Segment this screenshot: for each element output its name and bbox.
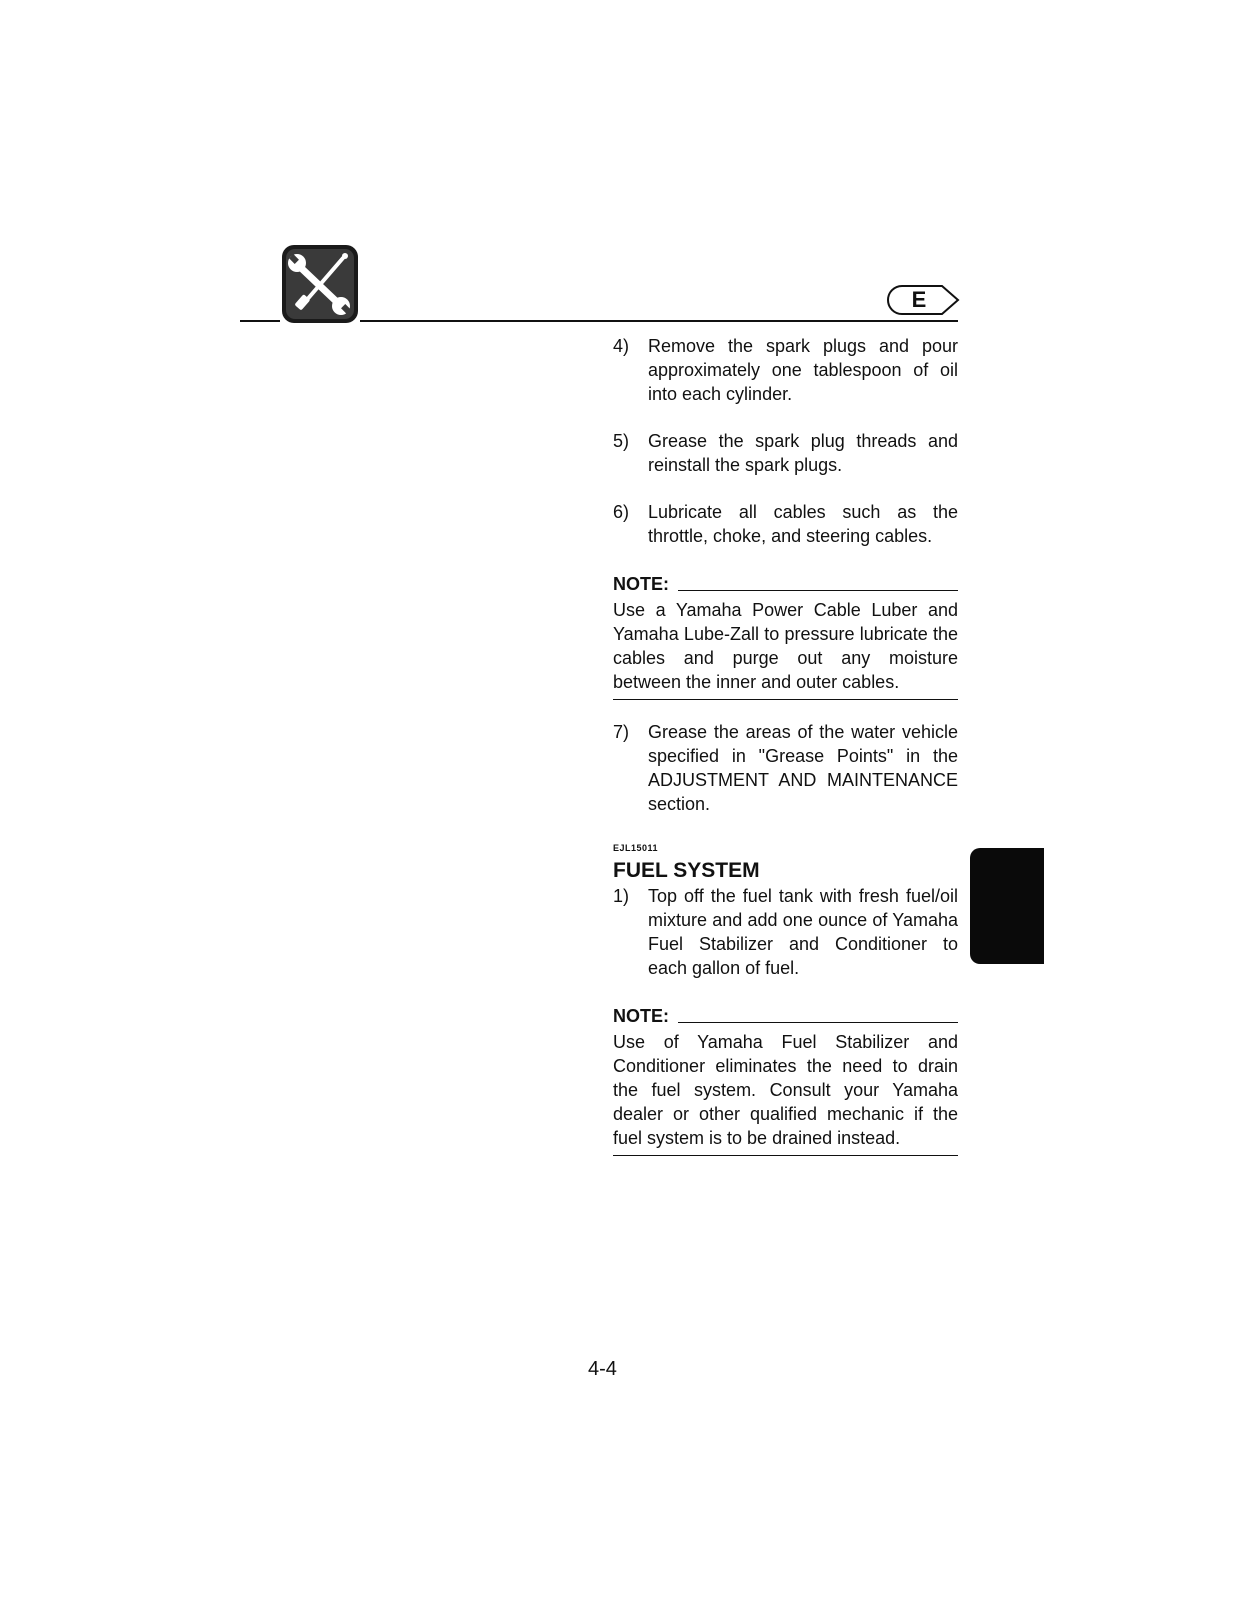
step-item bbox=[613, 429, 958, 477]
language-badge: E bbox=[911, 287, 927, 312]
tools-icon bbox=[281, 244, 359, 324]
step-number: 1) bbox=[613, 886, 630, 906]
step-number: 5) bbox=[613, 431, 630, 451]
step-number: 7) bbox=[613, 722, 630, 742]
step-item bbox=[613, 720, 958, 816]
note-end-rule bbox=[613, 1155, 958, 1156]
note-label: NOTE: bbox=[613, 574, 669, 594]
note-heading-rule bbox=[678, 1022, 958, 1023]
header-rule-left bbox=[240, 320, 280, 322]
chapter-tab bbox=[970, 848, 1044, 964]
note-body: Use a Yamaha Power Cable Luber and Yamaha Lube-Zall to pressure lubricate the cables and purge out any moisture between the inner and outer cables. bbox=[613, 600, 958, 692]
header-rule bbox=[360, 320, 958, 322]
step-item bbox=[613, 500, 958, 548]
step-text: Grease the spark plug threads and reinstall the spark plugs. bbox=[648, 431, 958, 475]
note-body: Use of Yamaha Fuel Stabilizer and Conditioner eliminates the need to drain the fuel system. Consult your Yamaha dealer or other qualified mechanic if the fuel system is to be drained instead. bbox=[613, 1032, 958, 1148]
note-heading bbox=[613, 1004, 958, 1028]
step-text: Remove the spark plugs and pour approximately one tablespoon of oil into each cylinder. bbox=[648, 336, 958, 404]
note-end-rule bbox=[613, 699, 958, 700]
note-heading-rule bbox=[678, 590, 958, 591]
step-number: 6) bbox=[613, 502, 630, 522]
note-heading bbox=[613, 572, 958, 596]
step-item bbox=[613, 334, 958, 406]
step-item bbox=[613, 884, 958, 980]
step-text: Lubricate all cables such as the throttle, choke, and steering cables. bbox=[648, 502, 958, 546]
step-text: Top off the fuel tank with fresh fuel/oil mixture and add one ounce of Yamaha Fuel Stabilizer and Conditioner to each gallon of fuel. bbox=[648, 886, 958, 978]
section-heading: FUEL SYSTEM bbox=[613, 859, 760, 882]
page-number: 4-4 bbox=[588, 1358, 617, 1380]
step-text: Grease the areas of the water vehicle specified in "Grease Points" in the ADJUSTMENT AND MAINTENANCE section. bbox=[648, 722, 958, 814]
note-label: NOTE: bbox=[613, 1006, 669, 1026]
document-code: EJL15011 bbox=[613, 843, 659, 853]
step-number: 4) bbox=[613, 336, 630, 356]
